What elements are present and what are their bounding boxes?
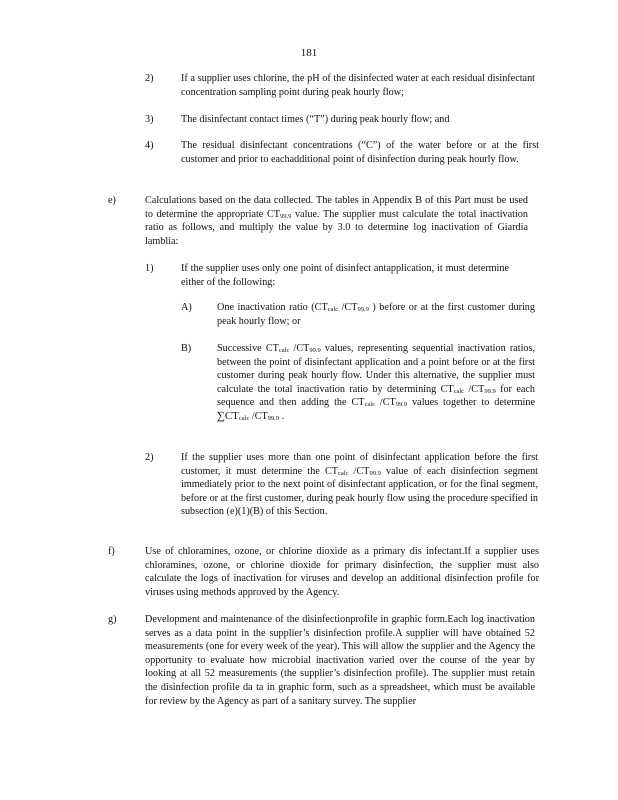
paragraph-multiple-points: If the supplier uses more than one point of disinfectant application before the first customer, it must determine the $CT_{calc}$ $/CT_{99.9}$ value of each disinfection segment immediately prior to the next point of disinfectant application, or for the final segment, before or at the first customer, during peak hourly flow using the procedure specified in subsection (e)(1)(B) of this Section. — [181, 452, 538, 518]
list-marker: 2) — [145, 73, 154, 84]
summation-symbol: ∑CT — [217, 409, 239, 422]
paragraph-residual-concentrations: The residual disinfectant concentrations (“C”) of the water before or at the first customer and prior to eachadditional point of disinfection during peak hourly flow. — [181, 140, 539, 165]
list-marker: g) — [108, 614, 117, 625]
page-number: 181 — [300, 47, 318, 59]
paragraph-chloramines: Use of chloramines, ozone, or chlorine dioxide as a primary dis infectant.If a supplier uses chloramines, ozone, or chlorine dioxide for primary disinfection, the supplier must also calculate the logs of inactivation for viruses and develop an additional disinfection profile for viruses using methods approved by the Agency. — [145, 546, 539, 598]
list-marker: B) — [181, 343, 192, 354]
list-marker: 4) — [145, 140, 154, 151]
paragraph-successive-ratios: Successive $CT_{calc}$ $/CT_{99.9}$ values, representing sequential inactivation ratios, between the point of disinfectant application and a point before or at the first customer during peak hourly flow. Under this alternative, the supplier must calculate the total inactivation ratio by determining $CT_{calc}$ $/CT_{99.9}$ for each sequence and then adding the $CT_{calc}$ $/CT_{99.9}$ values together to determine $\sum CT_{calc}$ $/CT_{99.9}$ . — [217, 343, 536, 422]
list-marker: 3) — [145, 114, 154, 125]
list-marker: A) — [181, 302, 192, 313]
paragraph-one-inactivation-ratio: One inactivation ratio ($CT_{calc}$ $/CT_{99.9}$ ) before or at the first customer during peak hourly flow; or — [217, 302, 535, 327]
paragraph-contact-times: The disinfectant contact times (“T”) during peak hourly flow; and — [181, 114, 450, 125]
list-marker: 1) — [145, 263, 154, 274]
paragraph-disinfection-profile: Development and maintenance of the disinfectionprofile in graphic form.Each log inactivation serves as a data point in the supplier’s disinfection profile.A supplier will have obtained 52 measurements (one for every week of the year). This will allow the supplier and the Agency the opportunity to evaluate how microbial inactivation varied over the course of the year by looking at all 52 measurements (the supplier’s disinfection profile). The supplier must retain the disinfection profile da ta in graphic form, such as a spreadsheet, which must be available for review by the Agency as part of a sanitary survey. The supplier — [145, 614, 535, 707]
paragraph-single-point: If the supplier uses only one point of disinfect antapplication, it must determine either of the following: — [181, 263, 509, 288]
list-marker: f) — [108, 546, 115, 557]
paragraph-ph-requirement: If a supplier uses chlorine, the pH of the disinfected water at each residual disinfectant concentration sampling point during peak hourly flow; — [181, 73, 535, 98]
list-marker: 2) — [145, 452, 154, 463]
paragraph-calculations: Calculations based on the data collected. The tables in Appendix B of this Part must be used to determine the appropriate $CT_{99.9}$ value. The supplier must calculate the total inactivation ratio as follows, and multiply the value by 3.0 to determine log inactivation of Giardia lamblia: — [145, 195, 528, 247]
list-marker: e) — [108, 195, 116, 206]
